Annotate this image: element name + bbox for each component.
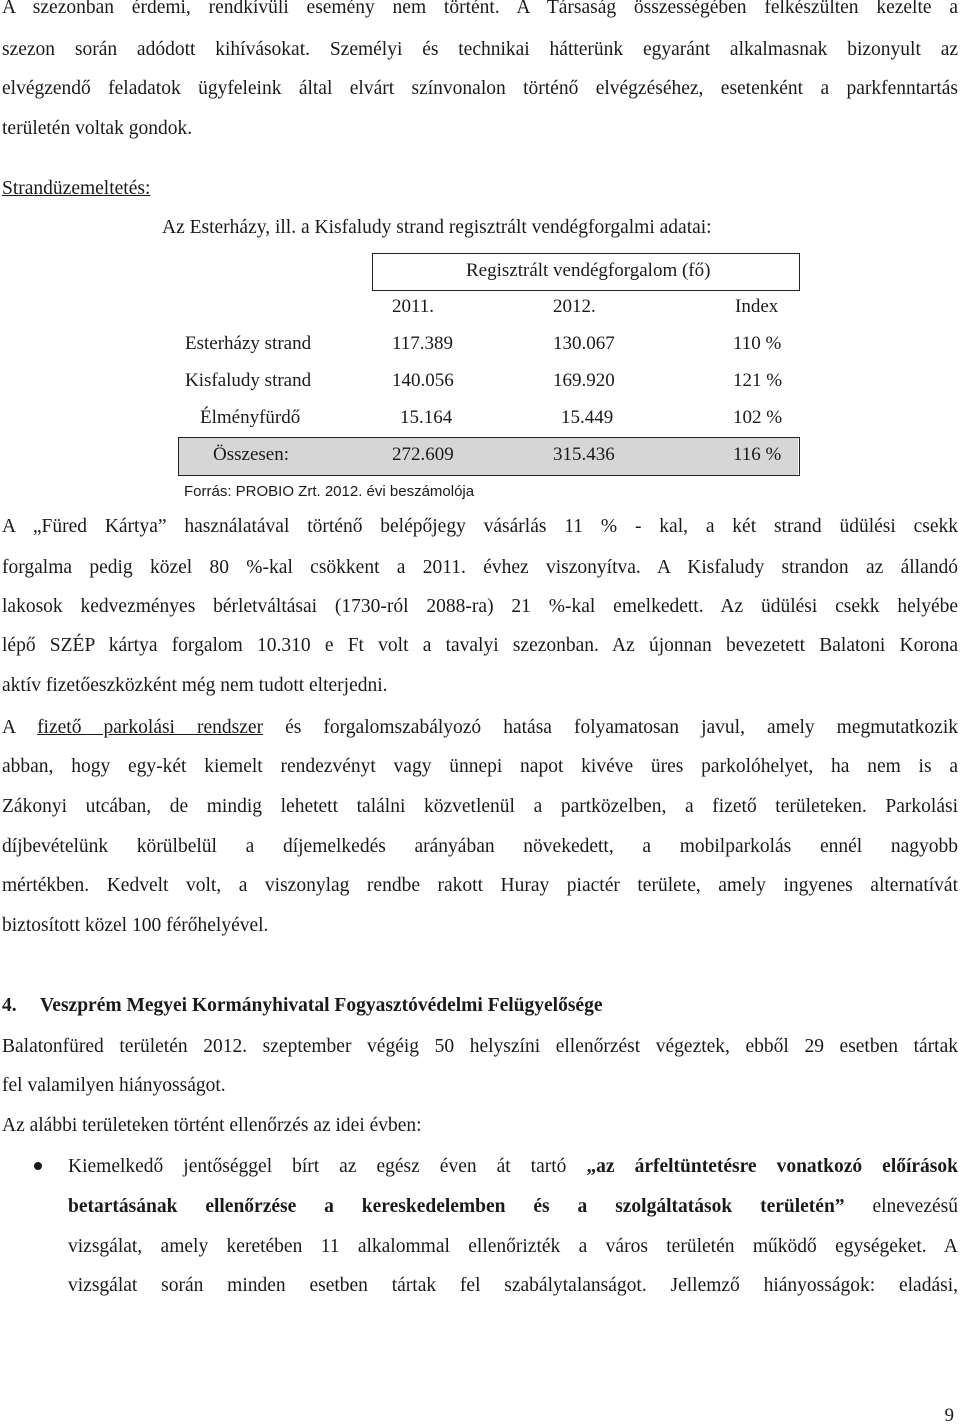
row-name: Esterházy strand [185,333,312,354]
para2-line-1 [2,716,958,740]
col-header-2012: 2012. [553,296,596,317]
bullet-line-3: vizsgálat, amely keretében 11 alkalommal ellenőrizték a város területén működő egységeket. A [68,1236,958,1257]
parking-system-link[interactable]: fizető parkolási rendszer [37,717,264,738]
total-name: Összesen: [213,444,289,465]
row-index: 121 % [733,370,783,391]
bullet-line-1 [68,1155,958,1179]
para1-line-5: aktív fizetőeszközként még nem tudott elterjedni. [2,675,388,696]
para1-line-2: forgalma pedig közel 80 %-kal csökkent a 2011. évhez viszonyítva. A Kisfaludy strandon az állandó [2,557,958,578]
para2-line-3: Zákonyi utcában, de mindig lehetett találni közvetlenül a partközelben, a fizető területeken. Parkolási [2,796,958,817]
para1-line-1: A „Füred Kártya” használatával történő belépőjegy vásárlás 11 % - kal, a két strand üdülési csekk [2,516,958,537]
bullet-bold: betartásának ellenőrzése a kereskedelemben és a szolgáltatások területén” [68,1196,845,1217]
table-source: Forrás: PROBIO Zrt. 2012. évi beszámolója [184,483,475,500]
bullet-line-4: vizsgálat során minden esetben tártak fel szabálytalanságot. Jellemző hiányosságok: eladási, [68,1275,958,1296]
para1-line-3: lakosok kedvezményes bérletváltásai (1730-ról 2088-ra) 21 %-kal emelkedett. Az üdülési csekk helyébe [2,596,958,617]
row-2011: 15.164 [400,407,453,428]
row-index: 102 % [733,407,783,428]
bullet-text: elnevezésű [844,1196,958,1217]
section4-line-1: Balatonfüred területén 2012. szeptember végéig 50 helyszíni ellenőrzést végeztek, ebből 29 esetben tártak [2,1036,958,1057]
section4-number: 4. [2,995,17,1016]
row-2011: 117.389 [392,333,454,354]
total-2011: 272.609 [392,444,454,465]
intro-line-4: területén voltak gondok. [2,118,193,139]
row-name: Élményfürdő [200,407,301,428]
col-header-2011: 2011. [392,296,435,317]
table-caption: Az Esterházy, ill. a Kisfaludy strand regisztrált vendégforgalmi adatai: [162,217,712,238]
row-2012: 15.449 [561,407,614,428]
total-index: 116 % [733,444,782,465]
para2-line-6: biztosított közel 100 férőhelyével. [2,915,269,936]
intro-line-1: A szezonban érdemi, rendkívüli esemény nem történt. A Társaság összességében felkészülten kezelte a [2,0,958,18]
list-intro: Az alábbi területeken történt ellenőrzés az idei évben: [2,1115,422,1136]
para2-line-2: abban, hogy egy-két kiemelt rendezvényt vagy ünnepi napot kivéve üres parkolóhelyet, ha nem is a [2,756,958,777]
section4-line-2: fel valamilyen hiányosságot. [2,1075,226,1096]
para2-line-4: díjbevételünk körülbelül a díjemelkedés arányában növekedett, a mobilparkolás ennél nagyobb [2,836,958,857]
bullet-text: Kiemelkedő jentőséggel bírt az egész éven át tartó [68,1156,587,1177]
row-name: Kisfaludy strand [185,370,312,391]
col-header-index: Index [735,296,779,317]
section4-title: Veszprém Megyei Kormányhivatal Fogyasztóvédelmi Felügyelősége [40,995,603,1016]
para2-text: A [2,717,38,738]
row-2012: 130.067 [553,333,615,354]
group-header: Regisztrált vendégforgalom (fő) [466,260,711,281]
para1-line-4: lépő SZÉP kártya forgalom 10.310 e Ft volt a tavalyi szezonban. Az újonnan bevezetett Balatoni Korona [2,635,958,656]
para2-text: és forgalomszabályozó hatása folyamatosan javul, amely megmutatkozik [263,717,958,738]
section-heading-strand: Strandüzemeltetés: [2,178,151,199]
bullet-bold: „az árfeltüntetésre vonatkozó előírások [586,1156,958,1177]
intro-line-3: elvégzendő feladatok ügyfeleink által elvárt színvonalon történő elvégzéséhez, esetenként a parkfenntartás [2,78,958,99]
row-2012: 169.920 [553,370,615,391]
bullet-icon [34,1162,42,1170]
para2-line-5: mértékben. Kedvelt volt, a viszonylag rendbe rakott Huray piactér területe, amely ingyenes alternatívát [2,875,958,896]
page-number: 9 [944,1405,954,1426]
row-index: 110 % [733,333,782,354]
intro-line-2: szezon során adódott kihívásokat. Személyi és technikai hátterünk egyaránt alkalmasnak bizonyult az [2,39,958,60]
total-2012: 315.436 [553,444,615,465]
bullet-line-2 [68,1195,958,1219]
row-2011: 140.056 [392,370,454,391]
